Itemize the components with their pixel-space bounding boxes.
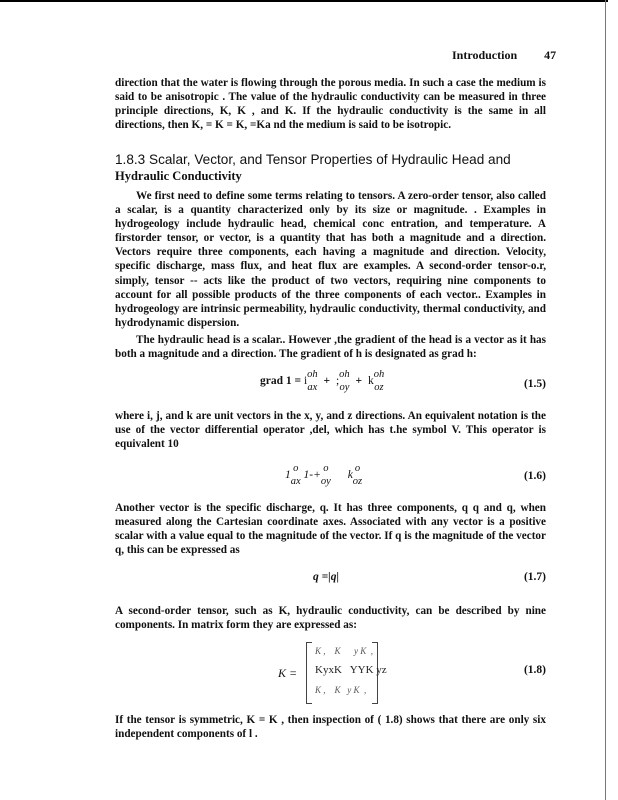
page-number: 47 — [544, 48, 557, 62]
eq15-coef-k: k — [367, 375, 374, 387]
eq15-frac-3 — [374, 368, 385, 394]
matrix-lhs: K = — [278, 666, 298, 680]
section-heading-line1: 1.8.3 Scalar, Vector, and Tensor Properties of Hydraulic Head and — [115, 152, 511, 167]
page-top-rule — [0, 0, 608, 2]
equation-1-5 — [115, 368, 546, 402]
equation-1-5-body — [260, 368, 384, 394]
equation-label-1-7: (1.7) — [523, 571, 546, 583]
eq15-den-2: oy — [339, 382, 350, 393]
header-title: Introduction — [452, 48, 518, 62]
eq16-num-1: o — [293, 463, 299, 474]
matrix-row-3: K , K y K , — [315, 685, 367, 695]
eq15-coef-j: ; — [335, 375, 340, 387]
eq15-coef-i: i — [303, 375, 308, 387]
eq15-frac-2 — [339, 368, 350, 394]
paragraph-anisotropic: direction that the water is flowing through the porous media. In such a case the medium is said to be anisotropic . The value of the hydraulic conductivity can be measured in three principle directions, K, K , and K. If the hydraulic conductivity is the same in all directions, then K, = K = K, =Ka nd the medium is said to be isotropic. — [115, 77, 546, 132]
equation-1-6 — [115, 462, 546, 496]
eq15-frac-1 — [307, 368, 318, 394]
eq16-num-3: o — [354, 463, 361, 474]
section-heading — [115, 151, 546, 185]
matrix-row-2: KyxK YYK yz — [315, 664, 387, 676]
equation-label-1-5: (1.5) — [523, 378, 546, 390]
plus-sign: + — [355, 374, 363, 387]
eq16-den-2: oy — [320, 476, 331, 487]
eq16-den-1: ax — [290, 476, 301, 487]
eq16-frac-3 — [353, 462, 362, 488]
eq15-num-1: oh — [307, 369, 318, 380]
eq16-num-2: o — [323, 463, 329, 474]
eq15-num-2: oh — [339, 369, 350, 380]
paragraph-specific-discharge: Another vector is the specific discharge, q. It has three components, q q and q, when measured along the Cartesian coordinate axes. Associated with any vector is a positive scalar with a value equal to the magnitude of the vector. If q is the magnitude of the vector q, this can be expressed as — [115, 502, 546, 557]
eq16-term-2: 1-+ — [303, 469, 321, 481]
eq15-num-3: oh — [373, 369, 385, 380]
equation-label-1-6: (1.6) — [523, 470, 546, 482]
equation-1-7-body: q =|q| — [313, 571, 339, 583]
section-heading-line2: Hydraulic Conductivity — [115, 169, 242, 183]
page-right-edge — [605, 0, 606, 800]
eq15-den-1: ax — [307, 382, 318, 393]
equation-1-7 — [115, 571, 546, 587]
paragraph-unit-vectors: where i, j, and k are unit vectors in the x, y, and z directions. An equivalent notation is the use of the vector differential operator ,del, which has t.he symbol V. This operator is equivalent 10 — [115, 410, 546, 451]
equation-label-1-8: (1.8) — [523, 664, 546, 676]
eq16-term-1: 1 — [285, 469, 291, 481]
paragraph-tensor-definitions: We first need to define some terms relating to tensors. A zero-order tensor, also called a scalar, is a quantity characterized only by its size or magnitude. . Examples in hydrogeology include hydraulic head, chemical conc entration, and temperature. A firstorder tensor, or vector, is a quantity that has both a magnitude and a direction. Vectors require three components, each having a magnitude and direction. Velocity, specific discharge, mass flux, and heat flux are examples. A second-order tensor-o.r, simply, tensor -- acts like the product of two vectors, requiring nine components to account for all possible products of the three components of each vector.. Examples in hydrogeology are intrinsic permeability, hydraulic conductivity, thermal conductivity, and hydrodynamic dispersion. — [115, 190, 546, 329]
eq16-frac-1 — [291, 462, 301, 488]
running-header — [452, 48, 556, 63]
matrix-row-1: K , K y K , — [315, 646, 374, 656]
paragraph-hydraulic-head: The hydraulic head is a scalar.. However ,the gradient of the head is a vector as it has both a magnitude and a direction. The gradient of h is designated as grad h: — [115, 334, 546, 361]
eq16-term-3: k — [347, 469, 353, 481]
eq15-den-3: oz — [374, 382, 384, 393]
equation-1-8 — [115, 664, 546, 680]
eq15-lhs: grad 1 = — [260, 375, 302, 387]
eq16-den-3: oz — [352, 476, 363, 487]
equation-1-6-body — [285, 462, 362, 488]
eq16-frac-2 — [321, 462, 331, 488]
plus-sign: + — [323, 374, 331, 387]
paragraph-second-order-tensor: A second-order tensor, such as K, hydraulic conductivity, can be described by nine components. In matrix form they are expressed as: — [115, 605, 546, 632]
paragraph-symmetric-tensor: If the tensor is symmetric, K = K , then inspection of ( 1.8) shows that there are only six independent components of l . — [115, 714, 546, 741]
